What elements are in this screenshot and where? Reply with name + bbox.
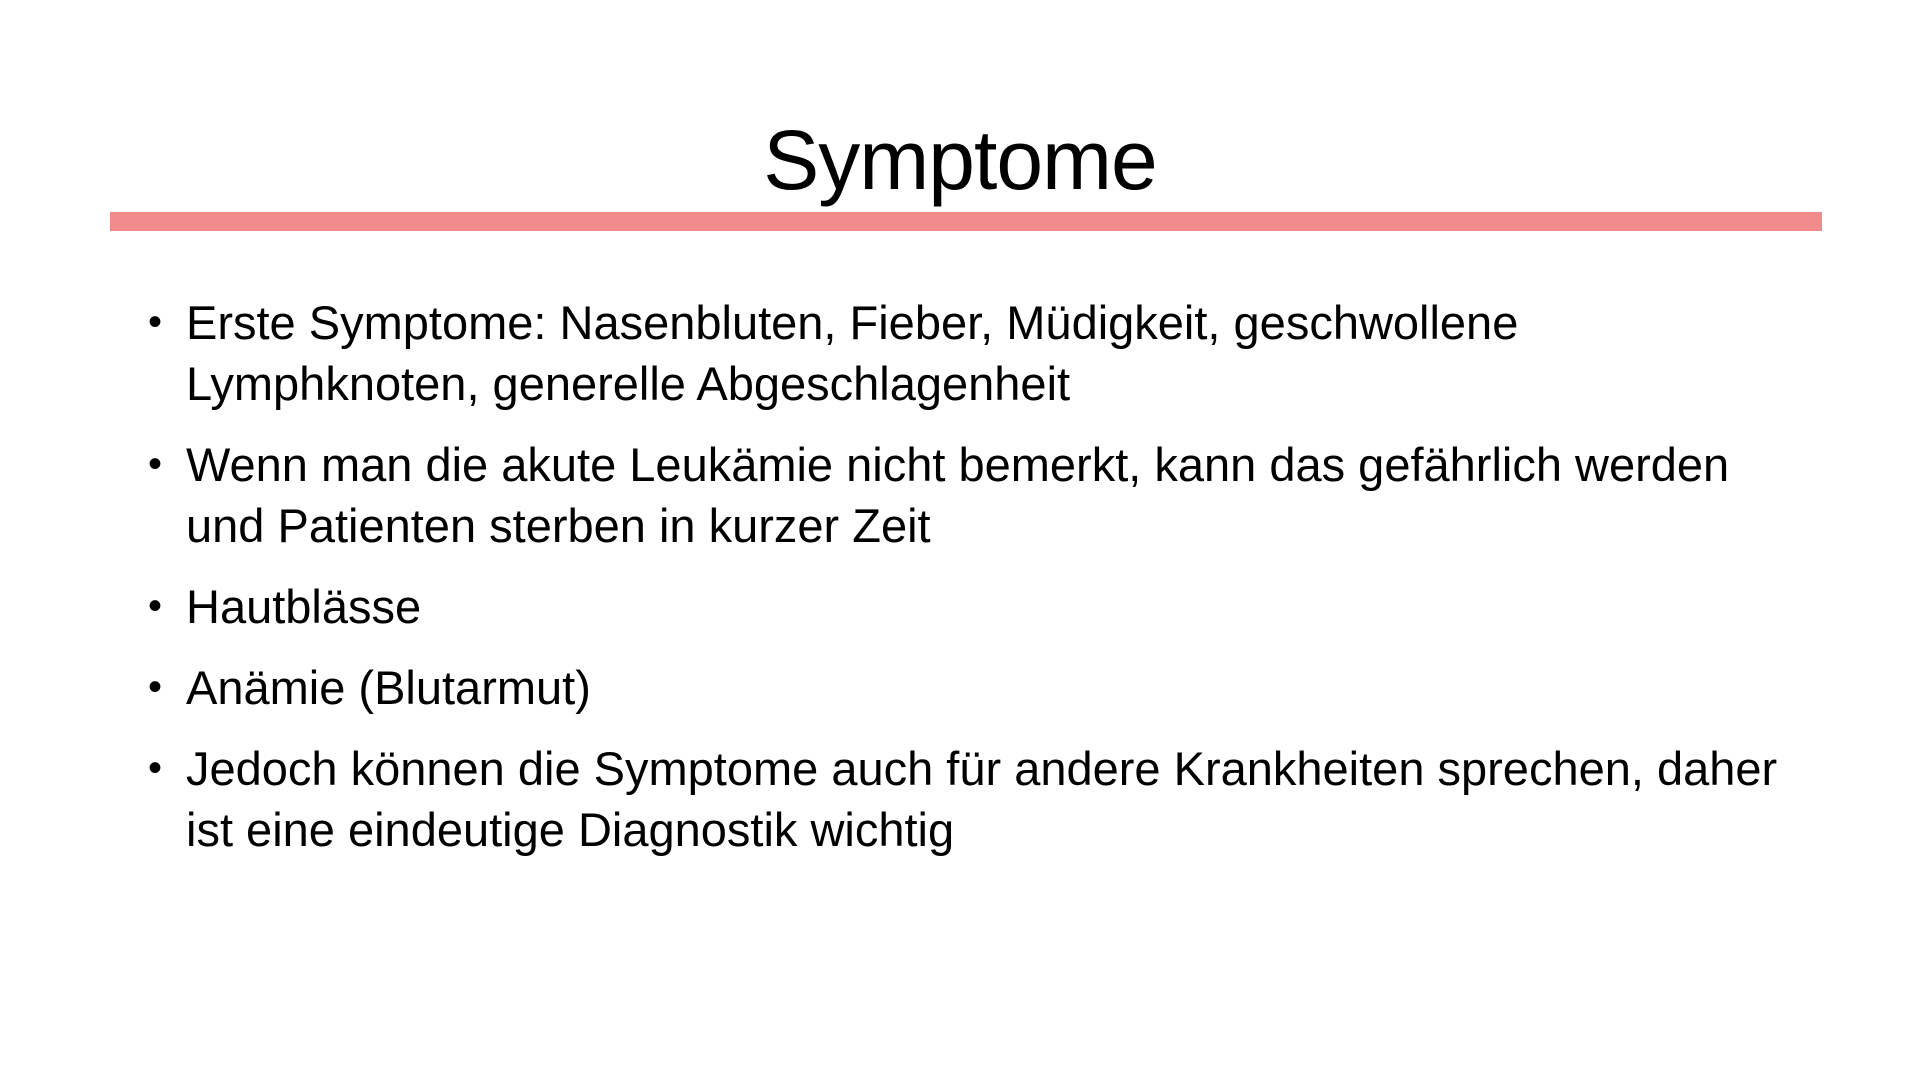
list-item-text: Jedoch können die Symptome auch für andere Krankheiten sprechen, daher ist eine eindeutige Diagnostik wichtig <box>186 742 1778 856</box>
list-item <box>148 576 1788 637</box>
list-item <box>148 657 1788 718</box>
list-item-text: Hautblässe <box>186 580 422 633</box>
list-item-text: Erste Symptome: Nasenbluten, Fieber, Müdigkeit, geschwollene Lymphknoten, generelle Abgeschlagenheit <box>186 296 1519 410</box>
title-divider <box>110 212 1822 231</box>
bullet-icon: • <box>148 584 163 628</box>
bullet-icon: • <box>148 442 163 486</box>
list-item-text: Wenn man die akute Leukämie nicht bemerkt, kann das gefährlich werden und Patienten sterben in kurzer Zeit <box>186 438 1730 552</box>
list-item-text: Anämie (Blutarmut) <box>186 661 591 714</box>
list-item <box>148 738 1788 860</box>
bullet-icon: • <box>148 665 163 709</box>
bullet-icon: • <box>148 746 163 790</box>
bullet-list <box>148 292 1788 880</box>
list-item <box>148 292 1788 414</box>
slide-title: Symptome <box>763 113 1157 207</box>
bullet-icon: • <box>148 300 163 344</box>
list-item <box>148 434 1788 556</box>
